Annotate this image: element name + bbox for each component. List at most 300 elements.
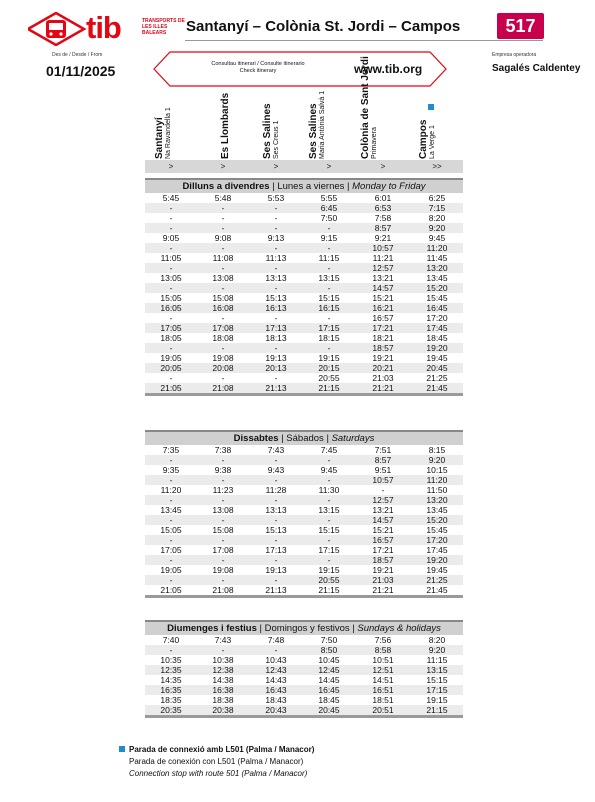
table-row <box>145 445 463 455</box>
time-cell: 12:57 <box>372 263 394 273</box>
time-cell: 15:15 <box>318 525 340 535</box>
stop-header <box>308 90 343 159</box>
time-cell: - <box>221 213 225 223</box>
time-cell: 21:03 <box>372 575 394 585</box>
time-cell: - <box>274 575 278 585</box>
stop-header <box>217 92 247 159</box>
section-heading: Diumenges i festius | Domingos y festivos | Sundays & holidays <box>145 620 463 635</box>
section-title-en: Saturdays <box>331 433 375 444</box>
time-cell: - <box>169 575 173 585</box>
table-row <box>145 485 463 495</box>
time-cell: - <box>221 223 225 233</box>
time-cell: - <box>221 455 225 465</box>
time-cell: 6:01 <box>374 193 392 203</box>
time-cell: - <box>169 313 173 323</box>
time-cell: 7:40 <box>162 635 180 645</box>
stop-header <box>154 97 189 159</box>
time-cell: 10:15 <box>426 465 448 475</box>
time-cell: 13:08 <box>212 505 234 515</box>
table-row <box>145 525 463 535</box>
time-cell: 15:21 <box>372 525 394 535</box>
header-divider <box>185 40 543 41</box>
time-cell: - <box>221 645 225 655</box>
time-cell: 19:45 <box>426 565 448 575</box>
time-cell: 13:05 <box>160 273 182 283</box>
time-cell: - <box>327 243 331 253</box>
time-cell: 19:08 <box>212 565 234 575</box>
stop-label <box>308 91 327 159</box>
time-cell: 18:45 <box>318 695 340 705</box>
time-cell: 21:05 <box>160 383 182 393</box>
time-cell: 20:35 <box>160 705 182 715</box>
time-cell: 7:56 <box>374 635 392 645</box>
stop-label <box>220 93 231 159</box>
time-cell: 18:38 <box>212 695 234 705</box>
time-cell: - <box>169 203 173 213</box>
table-row <box>145 193 463 203</box>
time-cell: - <box>274 213 278 223</box>
time-cell: 14:57 <box>372 515 394 525</box>
table-row <box>145 303 463 313</box>
time-cell: - <box>274 495 278 505</box>
time-cell: 13:15 <box>426 665 448 675</box>
stop-subname: Na Ravandella 1 <box>165 107 172 159</box>
time-cell: 15:20 <box>426 515 448 525</box>
schedule-section <box>145 178 463 396</box>
time-cell: 20:08 <box>212 363 234 373</box>
time-cell: - <box>221 343 225 353</box>
time-cell: 11:08 <box>212 253 234 263</box>
time-cell: 20:43 <box>265 705 287 715</box>
section-title-ca: Dilluns a divendres <box>182 181 270 192</box>
time-cell: 19:21 <box>372 565 394 575</box>
time-cell: - <box>327 343 331 353</box>
time-cell: 14:38 <box>212 675 234 685</box>
direction-arrow: > <box>220 162 226 171</box>
table-row <box>145 685 463 695</box>
time-cell: 9:51 <box>374 465 392 475</box>
table-row <box>145 475 463 485</box>
time-cell: 12:35 <box>160 665 182 675</box>
schedule-section <box>145 620 463 718</box>
time-cell: 14:51 <box>372 675 394 685</box>
time-cell: 11:23 <box>212 485 234 495</box>
time-cell: 10:45 <box>318 655 340 665</box>
time-cell: 17:15 <box>318 545 340 555</box>
table-row <box>145 635 463 645</box>
time-cell: 7:35 <box>162 445 180 455</box>
time-cell: 11:28 <box>265 485 287 495</box>
time-cell: - <box>221 475 225 485</box>
time-cell: 9:45 <box>320 465 338 475</box>
time-cell: 9:35 <box>162 465 180 475</box>
time-cell: - <box>169 243 173 253</box>
time-cell: 13:21 <box>372 505 394 515</box>
date-value: 01/11/2025 <box>46 63 116 79</box>
time-cell: 20:51 <box>372 705 394 715</box>
time-cell: 15:15 <box>426 675 448 685</box>
time-cell: - <box>169 283 173 293</box>
time-cell: 17:21 <box>372 323 394 333</box>
time-cell: 12:38 <box>212 665 234 675</box>
time-cell: 16:21 <box>372 303 394 313</box>
stop-label <box>154 107 173 159</box>
table-row <box>145 545 463 555</box>
section-title-en: Monday to Friday <box>352 181 426 192</box>
time-cell: 21:25 <box>426 373 448 383</box>
stop-subname: Primavera <box>371 127 378 159</box>
direction-arrow: > <box>273 162 279 171</box>
table-row <box>145 465 463 475</box>
time-cell: - <box>221 313 225 323</box>
time-cell: 11:05 <box>160 253 182 263</box>
time-cell: 19:15 <box>426 695 448 705</box>
time-cell: 12:57 <box>372 495 394 505</box>
stop-subname: Maria Antònia Salvà 1 <box>319 90 326 159</box>
time-cell: 19:13 <box>265 353 287 363</box>
consult-text <box>208 61 308 75</box>
time-cell: 20:15 <box>318 363 340 373</box>
time-cell: 16:43 <box>265 685 287 695</box>
time-cell: 21:08 <box>212 383 234 393</box>
time-cell: - <box>327 223 331 233</box>
stop-name: Colònia de Sant Jordi <box>360 56 371 159</box>
time-cell: 15:05 <box>160 525 182 535</box>
time-cell: 16:51 <box>372 685 394 695</box>
table-row <box>145 645 463 655</box>
time-cell: - <box>274 373 278 383</box>
time-cell: 19:21 <box>372 353 394 363</box>
time-cell: - <box>274 475 278 485</box>
time-cell: 16:05 <box>160 303 182 313</box>
time-cell: 12:51 <box>372 665 394 675</box>
time-cell: 7:43 <box>267 445 285 455</box>
time-cell: - <box>169 455 173 465</box>
time-cell: 17:20 <box>426 313 448 323</box>
time-cell: 15:13 <box>265 293 287 303</box>
time-cell: - <box>169 475 173 485</box>
table-row <box>145 363 463 373</box>
time-cell: 18:57 <box>372 343 394 353</box>
section-title-es: Lunes a viernes <box>277 181 345 192</box>
time-cell: 11:13 <box>265 253 287 263</box>
time-cell: 19:15 <box>318 353 340 363</box>
section-title-ca: Diumenges i festius <box>167 623 257 634</box>
connection-stop-legend-icon <box>119 746 125 752</box>
table-row <box>145 263 463 273</box>
table-row <box>145 655 463 665</box>
time-cell: 9:15 <box>320 233 338 243</box>
section-heading: Dilluns a divendres | Lunes a viernes | Monday to Friday <box>145 178 463 193</box>
time-cell: 18:51 <box>372 695 394 705</box>
time-cell: 17:05 <box>160 545 182 555</box>
table-row <box>145 383 463 393</box>
time-cell: - <box>274 555 278 565</box>
stop-subname: La Verge 1 <box>429 125 436 159</box>
time-cell: - <box>274 203 278 213</box>
time-cell: 13:13 <box>265 273 287 283</box>
time-cell: 9:20 <box>428 223 446 233</box>
time-cell: 17:45 <box>426 323 448 333</box>
time-cell: 21:15 <box>318 585 340 595</box>
section-divider <box>145 393 463 396</box>
time-cell: 21:05 <box>160 585 182 595</box>
time-cell: 20:05 <box>160 363 182 373</box>
stop-label <box>360 56 379 159</box>
table-row <box>145 343 463 353</box>
section-title-es: Domingos y festivos <box>264 623 350 634</box>
time-cell: 7:58 <box>374 213 392 223</box>
time-cell: - <box>169 645 173 655</box>
direction-arrow: > <box>326 162 332 171</box>
time-cell: 15:13 <box>265 525 287 535</box>
time-cell: 19:20 <box>426 343 448 353</box>
time-cell: 21:15 <box>426 705 448 715</box>
time-cell: 13:13 <box>265 505 287 515</box>
section-title-ca: Dissabtes <box>233 433 279 444</box>
time-cell: 11:20 <box>426 243 448 253</box>
stop-label <box>262 103 281 159</box>
time-cell: 15:08 <box>212 525 234 535</box>
time-cell: - <box>169 223 173 233</box>
time-cell: 13:21 <box>372 273 394 283</box>
time-cell: 13:45 <box>426 505 448 515</box>
time-cell: 18:43 <box>265 695 287 705</box>
table-row <box>145 253 463 263</box>
date-label: Des de / Desde / From <box>52 52 103 58</box>
time-cell: 11:20 <box>160 485 182 495</box>
time-cell: 21:25 <box>426 575 448 585</box>
time-cell: - <box>327 535 331 545</box>
time-cell: 16:35 <box>160 685 182 695</box>
time-cell: 7:45 <box>320 445 338 455</box>
time-cell: 10:57 <box>372 243 394 253</box>
time-cell: 9:13 <box>267 233 285 243</box>
table-row <box>145 575 463 585</box>
stop-label <box>418 120 437 159</box>
table-row <box>145 535 463 545</box>
time-cell: 19:05 <box>160 565 182 575</box>
time-cell: 9:20 <box>428 455 446 465</box>
stop-name: Ses Salines <box>308 103 319 159</box>
time-cell: 19:13 <box>265 565 287 575</box>
time-cell: 13:20 <box>426 495 448 505</box>
time-cell: 9:21 <box>374 233 392 243</box>
table-row <box>145 293 463 303</box>
table-row <box>145 555 463 565</box>
time-cell: 19:45 <box>426 353 448 363</box>
time-cell: - <box>274 455 278 465</box>
time-cell: 11:15 <box>318 253 340 263</box>
section-title-es: Sábados <box>286 433 324 444</box>
operator-value: Sagalés Caldentey <box>492 63 581 74</box>
direction-arrow: > <box>168 162 174 171</box>
time-cell: 8:57 <box>374 223 392 233</box>
time-cell: 20:21 <box>372 363 394 373</box>
table-row <box>145 705 463 715</box>
time-cell: 16:45 <box>426 303 448 313</box>
time-cell: 16:38 <box>212 685 234 695</box>
time-cell: - <box>221 575 225 585</box>
time-cell: 21:21 <box>372 383 394 393</box>
time-cell: 20:38 <box>212 705 234 715</box>
time-cell: 20:45 <box>426 363 448 373</box>
table-row <box>145 273 463 283</box>
stop-header <box>262 97 297 159</box>
stop-name: Ses Salines <box>262 103 273 159</box>
logo-wordmark: tib <box>86 10 121 45</box>
route-number-badge: 517 <box>497 13 544 39</box>
time-cell: 16:15 <box>318 303 340 313</box>
stop-subname: Ses Creus 1 <box>273 120 280 159</box>
time-cell: - <box>274 343 278 353</box>
time-cell: 15:15 <box>318 293 340 303</box>
time-cell: 19:05 <box>160 353 182 363</box>
time-cell: 18:13 <box>265 333 287 343</box>
time-cell: 8:57 <box>374 455 392 465</box>
time-cell: 18:21 <box>372 333 394 343</box>
time-cell: - <box>327 263 331 273</box>
time-cell: 5:55 <box>320 193 338 203</box>
time-cell: 17:08 <box>212 545 234 555</box>
section-divider <box>145 595 463 598</box>
time-cell: 7:15 <box>428 203 446 213</box>
time-cell: 6:45 <box>320 203 338 213</box>
time-cell: 12:43 <box>265 665 287 675</box>
time-cell: 11:15 <box>426 655 448 665</box>
time-cell: - <box>169 213 173 223</box>
time-cell: 21:45 <box>426 383 448 393</box>
time-cell: 20:55 <box>318 575 340 585</box>
time-cell: - <box>274 283 278 293</box>
table-row <box>145 223 463 233</box>
time-cell: 9:45 <box>428 233 446 243</box>
table-row <box>145 665 463 675</box>
time-cell: 18:08 <box>212 333 234 343</box>
time-cell: 7:43 <box>214 635 232 645</box>
stop-name: Campos <box>418 119 429 159</box>
time-cell: 15:08 <box>212 293 234 303</box>
time-cell: - <box>327 475 331 485</box>
time-cell: 6:25 <box>428 193 446 203</box>
tib-logo <box>28 10 185 46</box>
table-row <box>145 373 463 383</box>
time-cell: - <box>221 515 225 525</box>
time-cell: 15:05 <box>160 293 182 303</box>
time-cell: - <box>274 313 278 323</box>
time-cell: - <box>274 645 278 655</box>
time-cell: 21:13 <box>265 585 287 595</box>
time-cell: 16:57 <box>372 535 394 545</box>
table-row <box>145 695 463 705</box>
time-cell: 15:45 <box>426 293 448 303</box>
direction-arrow: > <box>380 162 386 171</box>
table-row <box>145 313 463 323</box>
time-cell: 19:15 <box>318 565 340 575</box>
table-row <box>145 455 463 465</box>
time-cell: 17:20 <box>426 535 448 545</box>
time-cell: 17:13 <box>265 323 287 333</box>
table-row <box>145 505 463 515</box>
time-cell: 14:43 <box>265 675 287 685</box>
time-cell: 21:03 <box>372 373 394 383</box>
table-row <box>145 333 463 343</box>
route-title: Santanyí – Colònia St. Jordi – Campos <box>186 18 461 35</box>
footnote-es: Parada de conexión con L501 (Palma / Manacor) <box>129 757 304 766</box>
time-cell: 17:15 <box>318 323 340 333</box>
time-cell: 16:45 <box>318 685 340 695</box>
consult-itinerary-box[interactable] <box>152 50 448 88</box>
time-cell: 13:15 <box>318 273 340 283</box>
time-cell: - <box>169 495 173 505</box>
time-cell: - <box>221 535 225 545</box>
time-cell: 21:45 <box>426 585 448 595</box>
time-cell: 21:15 <box>318 383 340 393</box>
direction-arrow: >> <box>432 162 442 171</box>
table-row <box>145 353 463 363</box>
logo-subtitle: TRANSPORTS DE LES ILLES BALEARS <box>142 18 185 36</box>
time-cell: 10:51 <box>372 655 394 665</box>
website-link[interactable]: www.tib.org <box>354 62 423 76</box>
time-cell: 21:08 <box>212 585 234 595</box>
time-cell: 9:20 <box>428 645 446 655</box>
time-cell: 13:15 <box>318 505 340 515</box>
time-cell: - <box>327 495 331 505</box>
bus-logo-icon <box>28 12 88 46</box>
time-cell: - <box>327 283 331 293</box>
time-cell: 18:57 <box>372 555 394 565</box>
footnote-en: Connection stop with route 501 (Palma / Manacor) <box>129 769 308 778</box>
time-cell: 20:13 <box>265 363 287 373</box>
time-cell: 15:20 <box>426 283 448 293</box>
time-cell: 14:57 <box>372 283 394 293</box>
time-cell: 17:15 <box>426 685 448 695</box>
time-cell: 8:50 <box>320 645 338 655</box>
operator-label: Empresa operadora <box>492 52 537 58</box>
time-cell: 18:45 <box>426 333 448 343</box>
time-cell: - <box>221 495 225 505</box>
table-row <box>145 203 463 213</box>
table-row <box>145 243 463 253</box>
time-cell: 11:45 <box>426 253 448 263</box>
time-cell: 17:45 <box>426 545 448 555</box>
section-divider <box>145 715 463 718</box>
time-cell: 5:53 <box>267 193 285 203</box>
time-cell: - <box>169 263 173 273</box>
time-cell: 14:35 <box>160 675 182 685</box>
time-cell: - <box>274 535 278 545</box>
time-cell: 7:50 <box>320 635 338 645</box>
time-cell: 8:58 <box>374 645 392 655</box>
time-cell: 12:45 <box>318 665 340 675</box>
time-cell: 9:43 <box>267 465 285 475</box>
table-row <box>145 283 463 293</box>
schedule-section <box>145 430 463 598</box>
time-cell: 19:20 <box>426 555 448 565</box>
direction-arrow-bar <box>145 160 463 173</box>
time-cell: 8:20 <box>428 213 446 223</box>
time-cell: 10:38 <box>212 655 234 665</box>
time-cell: 21:13 <box>265 383 287 393</box>
table-row <box>145 233 463 243</box>
footnote <box>119 744 314 780</box>
time-cell: - <box>274 223 278 233</box>
consult-line-1: Consultau itinerari / Consulte itinerario <box>211 61 305 67</box>
time-cell: 18:05 <box>160 333 182 343</box>
table-row <box>145 585 463 595</box>
table-row <box>145 213 463 223</box>
table-row <box>145 515 463 525</box>
